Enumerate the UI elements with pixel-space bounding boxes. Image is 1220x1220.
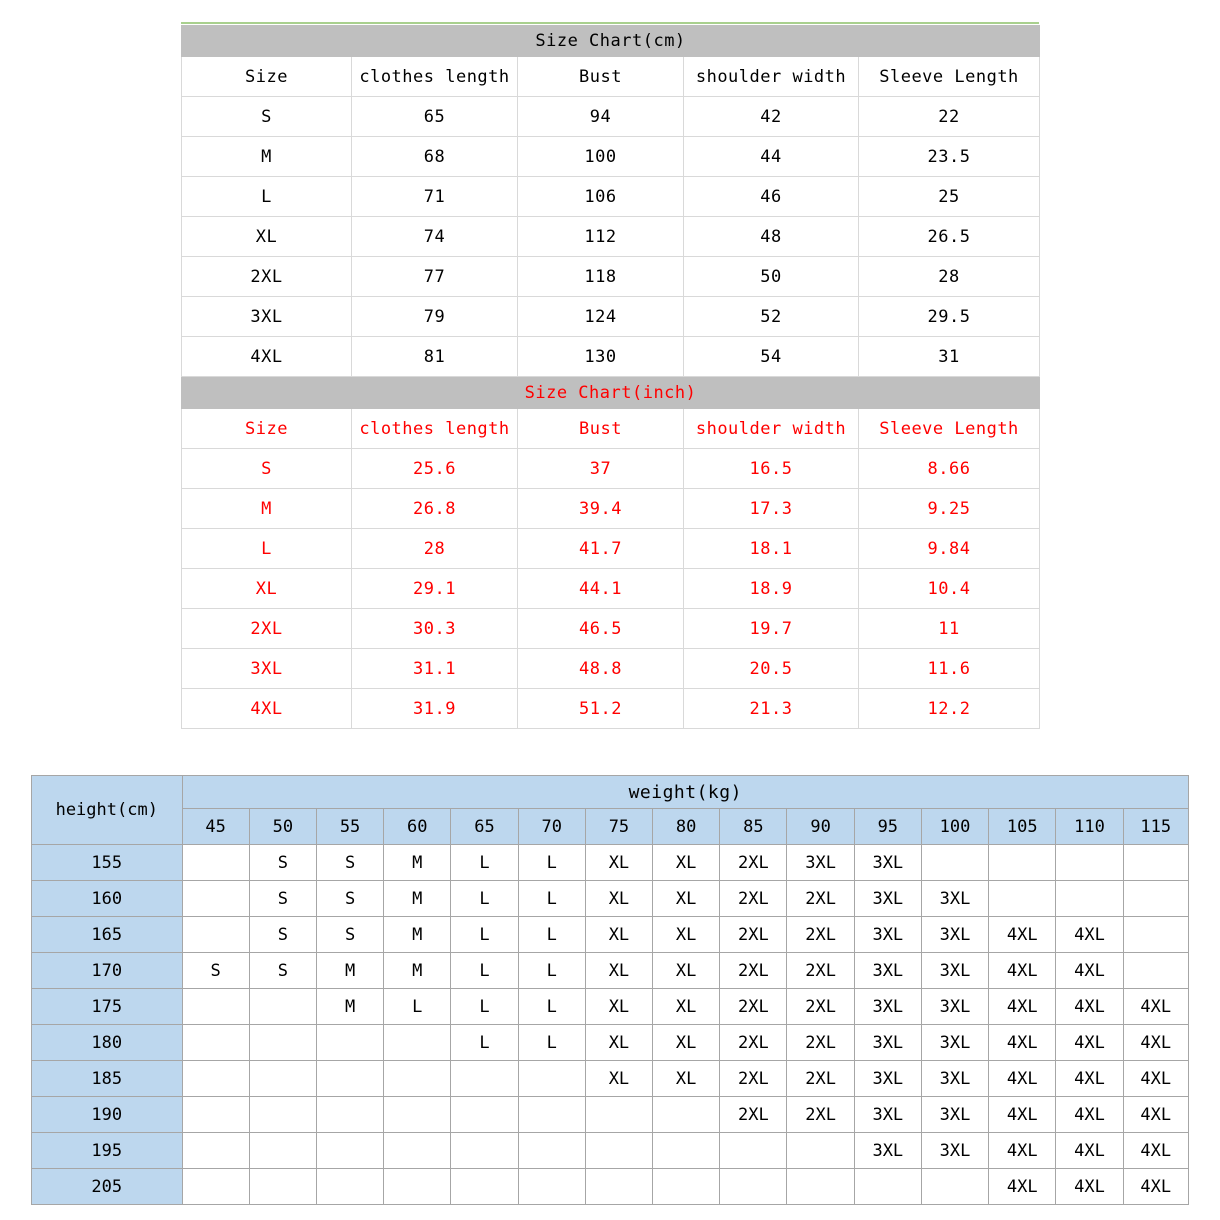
size-cell: XL	[653, 881, 720, 917]
size-cell: L	[518, 953, 585, 989]
size-cell	[1123, 917, 1188, 953]
size-cell: 3XL	[787, 845, 854, 881]
table-row	[182, 489, 1040, 529]
cell-sleeve-length: 9.25	[859, 489, 1040, 529]
size-cell: 2XL	[720, 845, 787, 881]
weight-header: 100	[921, 809, 988, 845]
cell-clothes-length: 31.1	[352, 649, 518, 689]
cell-shoulder-width: 46	[684, 177, 859, 217]
size-cell	[518, 1061, 585, 1097]
table-row	[182, 569, 1040, 609]
size-cell	[989, 881, 1056, 917]
size-cell	[585, 1133, 652, 1169]
cell-clothes-length: 31.9	[352, 689, 518, 729]
cell-shoulder-width: 50	[684, 257, 859, 297]
table-row	[32, 1025, 1189, 1061]
size-cell: 3XL	[854, 1025, 921, 1061]
size-cell: 2XL	[787, 917, 854, 953]
size-cell	[1123, 845, 1188, 881]
size-cell: XL	[585, 1061, 652, 1097]
size-cell: 2XL	[720, 989, 787, 1025]
table-row-header	[182, 57, 1040, 97]
column-header-bust: Bust	[518, 57, 684, 97]
size-cell	[182, 1133, 249, 1169]
size-cell	[921, 1169, 988, 1205]
size-cell	[989, 845, 1056, 881]
cell-sleeve-length: 9.84	[859, 529, 1040, 569]
size-cell: XL	[653, 1025, 720, 1061]
cell-shoulder-width: 20.5	[684, 649, 859, 689]
table-row	[182, 689, 1040, 729]
cell-sleeve-length: 12.2	[859, 689, 1040, 729]
table-row	[182, 97, 1040, 137]
cell-clothes-length: 74	[352, 217, 518, 257]
size-chart-section	[181, 25, 1039, 729]
size-cell	[182, 1097, 249, 1133]
column-header-size: Size	[182, 57, 352, 97]
size-cell	[585, 1097, 652, 1133]
size-cell: XL	[585, 917, 652, 953]
cell-size: 2XL	[182, 257, 352, 297]
size-cell: 3XL	[921, 917, 988, 953]
cell-bust: 39.4	[518, 489, 684, 529]
size-cell: 4XL	[989, 989, 1056, 1025]
cell-clothes-length: 81	[352, 337, 518, 377]
size-cell: 4XL	[989, 1061, 1056, 1097]
cell-sleeve-length: 25	[859, 177, 1040, 217]
size-cell	[518, 1097, 585, 1133]
size-cell	[384, 1097, 451, 1133]
size-cell	[182, 917, 249, 953]
weight-header: 115	[1123, 809, 1188, 845]
size-cell: 2XL	[787, 881, 854, 917]
size-cell: S	[316, 881, 383, 917]
size-cell: 3XL	[854, 1133, 921, 1169]
size-cell: 2XL	[720, 881, 787, 917]
size-cell: L	[384, 989, 451, 1025]
weight-header: 50	[249, 809, 316, 845]
size-cell: L	[451, 881, 518, 917]
table-row-title	[182, 26, 1040, 57]
size-cell: 3XL	[854, 881, 921, 917]
size-cell: 2XL	[720, 953, 787, 989]
cell-sleeve-length: 22	[859, 97, 1040, 137]
size-cell: 4XL	[989, 1025, 1056, 1061]
cell-clothes-length: 77	[352, 257, 518, 297]
cell-sleeve-length: 8.66	[859, 449, 1040, 489]
size-cell	[182, 1061, 249, 1097]
size-cell: 4XL	[1056, 953, 1123, 989]
weight-header: 75	[585, 809, 652, 845]
height-header: 160	[32, 881, 183, 917]
cell-sleeve-length: 28	[859, 257, 1040, 297]
size-cell: 2XL	[787, 1061, 854, 1097]
cell-clothes-length: 25.6	[352, 449, 518, 489]
size-cell: XL	[585, 1025, 652, 1061]
height-header: 195	[32, 1133, 183, 1169]
size-cell: 4XL	[1123, 1061, 1188, 1097]
size-cell: 3XL	[921, 1061, 988, 1097]
cell-bust: 41.7	[518, 529, 684, 569]
cell-bust: 112	[518, 217, 684, 257]
size-cell: M	[384, 917, 451, 953]
size-cell: M	[384, 845, 451, 881]
size-cell	[720, 1169, 787, 1205]
size-cell	[182, 1025, 249, 1061]
size-cell	[249, 1025, 316, 1061]
size-cell	[653, 1133, 720, 1169]
cell-bust: 48.8	[518, 649, 684, 689]
table-row	[182, 449, 1040, 489]
weight-header: 110	[1056, 809, 1123, 845]
size-cell: S	[316, 917, 383, 953]
size-cell: 2XL	[720, 1097, 787, 1133]
cell-bust: 130	[518, 337, 684, 377]
corner-header-height: height(cm)	[32, 776, 183, 845]
size-cell: 4XL	[1123, 1169, 1188, 1205]
size-cell: L	[518, 881, 585, 917]
size-cell	[249, 1133, 316, 1169]
column-header-sleeve-length: Sleeve Length	[859, 57, 1040, 97]
size-cell: XL	[585, 881, 652, 917]
size-cell	[787, 1169, 854, 1205]
height-header: 180	[32, 1025, 183, 1061]
size-cell: 4XL	[1056, 1169, 1123, 1205]
size-cell	[451, 1097, 518, 1133]
cell-size: L	[182, 529, 352, 569]
column-header-clothes-length: clothes length	[352, 57, 518, 97]
cell-shoulder-width: 48	[684, 217, 859, 257]
size-cell	[451, 1169, 518, 1205]
size-cell	[384, 1025, 451, 1061]
table-row	[182, 177, 1040, 217]
cell-bust: 46.5	[518, 609, 684, 649]
column-header-shoulder-width: shoulder width	[684, 409, 859, 449]
size-cell	[921, 845, 988, 881]
size-cell	[249, 1061, 316, 1097]
table-row	[32, 1097, 1189, 1133]
size-cell: 2XL	[720, 917, 787, 953]
size-cell: 4XL	[1056, 1025, 1123, 1061]
size-cell: 2XL	[787, 1097, 854, 1133]
cell-shoulder-width: 18.1	[684, 529, 859, 569]
table-row	[182, 297, 1040, 337]
column-header-clothes-length: clothes length	[352, 409, 518, 449]
size-chart-inch-table	[181, 377, 1040, 729]
height-header: 185	[32, 1061, 183, 1097]
size-cell: 3XL	[921, 989, 988, 1025]
cell-shoulder-width: 18.9	[684, 569, 859, 609]
size-cell: L	[518, 845, 585, 881]
size-cell: 4XL	[1123, 1097, 1188, 1133]
size-cell: M	[316, 953, 383, 989]
size-cell: S	[249, 881, 316, 917]
cell-bust: 94	[518, 97, 684, 137]
size-cell: L	[451, 1025, 518, 1061]
table-row	[182, 217, 1040, 257]
size-cell	[451, 1133, 518, 1169]
table-row	[32, 1061, 1189, 1097]
table-row	[182, 257, 1040, 297]
cell-bust: 100	[518, 137, 684, 177]
size-cell: 2XL	[787, 953, 854, 989]
cell-size: M	[182, 489, 352, 529]
cell-size: 3XL	[182, 297, 352, 337]
height-header: 165	[32, 917, 183, 953]
height-header: 190	[32, 1097, 183, 1133]
weight-header: 85	[720, 809, 787, 845]
cell-shoulder-width: 42	[684, 97, 859, 137]
table-row	[32, 1169, 1189, 1205]
cell-bust: 44.1	[518, 569, 684, 609]
size-cell: L	[451, 845, 518, 881]
cell-shoulder-width: 44	[684, 137, 859, 177]
cell-sleeve-length: 26.5	[859, 217, 1040, 257]
size-cell: 4XL	[989, 1097, 1056, 1133]
size-cell	[182, 845, 249, 881]
table-row-title	[182, 378, 1040, 409]
cell-clothes-length: 30.3	[352, 609, 518, 649]
cell-shoulder-width: 21.3	[684, 689, 859, 729]
table-row	[182, 137, 1040, 177]
table-row-header	[32, 776, 1189, 809]
size-chart-inch-title: Size Chart(inch)	[182, 378, 1040, 409]
table-row	[32, 845, 1189, 881]
size-cell: L	[518, 989, 585, 1025]
cell-size: M	[182, 137, 352, 177]
cell-size: S	[182, 449, 352, 489]
table-row-header	[182, 409, 1040, 449]
table-row	[182, 529, 1040, 569]
height-header: 205	[32, 1169, 183, 1205]
size-cell: XL	[653, 1061, 720, 1097]
size-cell	[249, 1169, 316, 1205]
table-row	[32, 989, 1189, 1025]
column-header-size: Size	[182, 409, 352, 449]
cell-bust: 106	[518, 177, 684, 217]
size-cell: 4XL	[989, 1133, 1056, 1169]
cell-clothes-length: 28	[352, 529, 518, 569]
size-cell: 3XL	[854, 1097, 921, 1133]
table-row	[32, 917, 1189, 953]
size-cell	[653, 1097, 720, 1133]
size-cell	[182, 1169, 249, 1205]
column-header-shoulder-width: shoulder width	[684, 57, 859, 97]
size-cell	[182, 989, 249, 1025]
size-cell: XL	[653, 989, 720, 1025]
size-cell: 2XL	[787, 1025, 854, 1061]
size-cell	[249, 989, 316, 1025]
cell-sleeve-length: 29.5	[859, 297, 1040, 337]
size-cell	[1056, 845, 1123, 881]
size-cell: S	[249, 845, 316, 881]
table-row	[182, 337, 1040, 377]
size-cell	[1056, 881, 1123, 917]
size-cell: 4XL	[1056, 1133, 1123, 1169]
column-header-bust: Bust	[518, 409, 684, 449]
size-cell: 3XL	[854, 953, 921, 989]
cell-size: L	[182, 177, 352, 217]
size-cell: XL	[653, 953, 720, 989]
weight-header: 65	[451, 809, 518, 845]
table-row	[32, 953, 1189, 989]
size-cell: L	[518, 917, 585, 953]
cell-size: S	[182, 97, 352, 137]
size-cell	[720, 1133, 787, 1169]
cell-shoulder-width: 54	[684, 337, 859, 377]
cell-sleeve-length: 11	[859, 609, 1040, 649]
size-cell: 3XL	[854, 917, 921, 953]
size-cell	[1123, 881, 1188, 917]
weight-header: 60	[384, 809, 451, 845]
weight-header: 80	[653, 809, 720, 845]
cell-size: 3XL	[182, 649, 352, 689]
size-cell: L	[518, 1025, 585, 1061]
cell-shoulder-width: 19.7	[684, 609, 859, 649]
cell-size: XL	[182, 569, 352, 609]
size-cell: 3XL	[854, 1061, 921, 1097]
size-cell: 4XL	[1056, 989, 1123, 1025]
table-row	[182, 609, 1040, 649]
size-cell	[316, 1169, 383, 1205]
size-cell	[384, 1061, 451, 1097]
cell-size: XL	[182, 217, 352, 257]
size-cell	[384, 1133, 451, 1169]
cell-bust: 118	[518, 257, 684, 297]
table-row	[32, 1133, 1189, 1169]
table-row	[182, 649, 1040, 689]
size-cell: 4XL	[1056, 1061, 1123, 1097]
size-cell: 4XL	[1056, 1097, 1123, 1133]
cell-clothes-length: 68	[352, 137, 518, 177]
weight-header: 70	[518, 809, 585, 845]
cell-shoulder-width: 17.3	[684, 489, 859, 529]
weight-header: 55	[316, 809, 383, 845]
cell-shoulder-width: 52	[684, 297, 859, 337]
size-cell: 3XL	[921, 1097, 988, 1133]
size-cell	[316, 1133, 383, 1169]
weight-header: 95	[854, 809, 921, 845]
size-cell	[316, 1061, 383, 1097]
sheet-top-border	[181, 22, 1039, 24]
cell-sleeve-length: 10.4	[859, 569, 1040, 609]
cell-shoulder-width: 16.5	[684, 449, 859, 489]
size-cell: 3XL	[921, 1133, 988, 1169]
size-cell: 4XL	[989, 917, 1056, 953]
size-cell	[182, 881, 249, 917]
table-row	[32, 881, 1189, 917]
size-cell: 2XL	[787, 989, 854, 1025]
size-cell	[1123, 953, 1188, 989]
size-cell: L	[451, 917, 518, 953]
size-cell: 3XL	[854, 989, 921, 1025]
table-row-weights	[32, 809, 1189, 845]
size-cell: XL	[653, 845, 720, 881]
cell-sleeve-length: 23.5	[859, 137, 1040, 177]
size-cell	[518, 1169, 585, 1205]
cell-sleeve-length: 11.6	[859, 649, 1040, 689]
weight-header: 90	[787, 809, 854, 845]
size-cell	[316, 1097, 383, 1133]
height-header: 170	[32, 953, 183, 989]
size-cell	[384, 1169, 451, 1205]
height-weight-section	[31, 775, 1189, 1205]
size-cell: 3XL	[854, 845, 921, 881]
size-cell: S	[182, 953, 249, 989]
column-group-header-weight: weight(kg)	[182, 776, 1188, 809]
size-cell	[518, 1133, 585, 1169]
size-cell: 4XL	[1123, 989, 1188, 1025]
size-cell: 2XL	[720, 1061, 787, 1097]
cell-sleeve-length: 31	[859, 337, 1040, 377]
size-cell	[854, 1169, 921, 1205]
size-cell: 4XL	[1056, 917, 1123, 953]
weight-header: 45	[182, 809, 249, 845]
size-cell: XL	[653, 917, 720, 953]
size-cell: XL	[585, 953, 652, 989]
size-cell: 3XL	[921, 953, 988, 989]
size-cell: 4XL	[1123, 1133, 1188, 1169]
cell-clothes-length: 29.1	[352, 569, 518, 609]
size-cell: 3XL	[921, 1025, 988, 1061]
cell-clothes-length: 79	[352, 297, 518, 337]
size-cell: XL	[585, 989, 652, 1025]
height-weight-table	[31, 775, 1189, 1205]
size-cell: L	[451, 989, 518, 1025]
size-cell: S	[249, 953, 316, 989]
size-cell: 3XL	[921, 881, 988, 917]
size-cell	[653, 1169, 720, 1205]
size-cell	[316, 1025, 383, 1061]
size-cell: M	[316, 989, 383, 1025]
size-cell: XL	[585, 845, 652, 881]
size-cell	[585, 1169, 652, 1205]
size-cell: M	[384, 953, 451, 989]
cell-bust: 37	[518, 449, 684, 489]
height-header: 155	[32, 845, 183, 881]
cell-size: 2XL	[182, 609, 352, 649]
size-chart-cm-table	[181, 25, 1040, 377]
cell-size: 4XL	[182, 337, 352, 377]
size-cell: M	[384, 881, 451, 917]
size-cell	[787, 1133, 854, 1169]
size-cell	[451, 1061, 518, 1097]
size-cell: S	[249, 917, 316, 953]
cell-clothes-length: 71	[352, 177, 518, 217]
size-cell: S	[316, 845, 383, 881]
cell-size: 4XL	[182, 689, 352, 729]
size-cell	[249, 1097, 316, 1133]
cell-clothes-length: 26.8	[352, 489, 518, 529]
size-chart-cm-title: Size Chart(cm)	[182, 26, 1040, 57]
weight-header: 105	[989, 809, 1056, 845]
height-header: 175	[32, 989, 183, 1025]
cell-clothes-length: 65	[352, 97, 518, 137]
size-cell: 4XL	[989, 1169, 1056, 1205]
size-cell: 4XL	[1123, 1025, 1188, 1061]
size-cell: 2XL	[720, 1025, 787, 1061]
size-cell: L	[451, 953, 518, 989]
column-header-sleeve-length: Sleeve Length	[859, 409, 1040, 449]
size-cell: 4XL	[989, 953, 1056, 989]
cell-bust: 124	[518, 297, 684, 337]
cell-bust: 51.2	[518, 689, 684, 729]
